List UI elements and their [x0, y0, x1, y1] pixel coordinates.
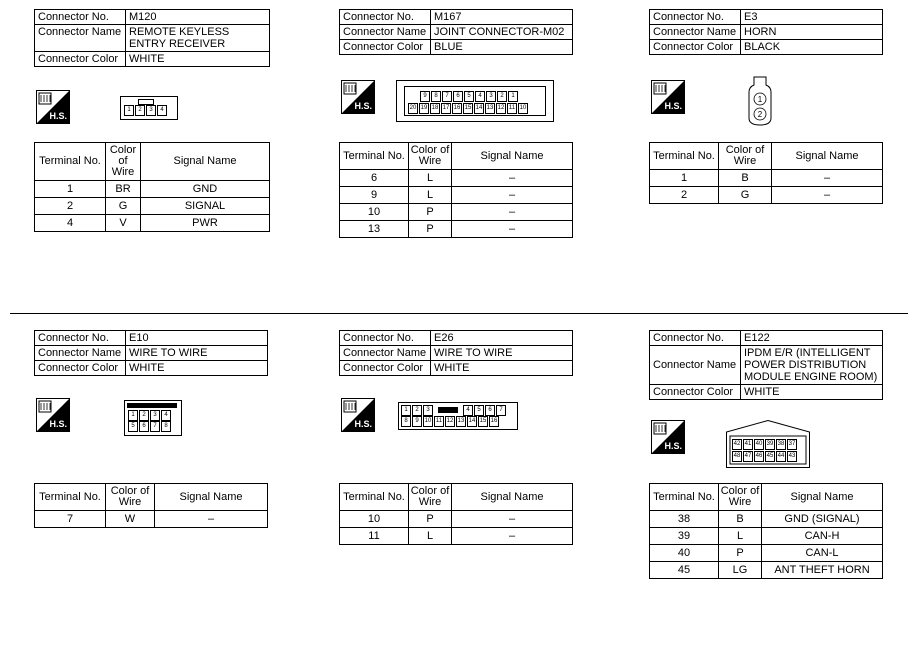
- pin-label: 12: [445, 416, 455, 427]
- pin-label: 2: [497, 91, 507, 102]
- section-divider: [10, 313, 908, 314]
- connector-block-e26: [339, 330, 573, 376]
- terminal-no: 2: [650, 187, 719, 204]
- pin-label: 7: [150, 421, 160, 432]
- label-connector-no: Connector No.: [35, 10, 126, 25]
- connector-color: WHITE: [741, 385, 883, 400]
- pin-label: 4: [463, 405, 473, 416]
- pin-label: 17: [441, 103, 451, 114]
- connector-color: BLUE: [431, 40, 573, 55]
- pin-label: 1: [128, 410, 138, 421]
- pin-label: 41: [743, 439, 753, 450]
- connector-block-m167: [339, 9, 573, 55]
- pin-label: 14: [474, 103, 484, 114]
- terminal-no: 1: [650, 170, 719, 187]
- pin-label: 8: [431, 91, 441, 102]
- pin-label: 2: [135, 105, 145, 116]
- wire-color: BR: [106, 181, 141, 198]
- table-row: [340, 511, 573, 528]
- table-row: [35, 215, 270, 232]
- label-connector-color: Connector Color: [340, 361, 431, 376]
- hs-label: H.S.: [49, 419, 67, 429]
- signal-name: –: [772, 187, 883, 204]
- pin-label: 1: [757, 95, 763, 104]
- table-row: [650, 528, 883, 545]
- pin-label: 42: [732, 439, 742, 450]
- header-color-of-wire: Color of Wire: [719, 143, 772, 170]
- pin-label: 1: [401, 405, 411, 416]
- pin-label: 39: [765, 439, 775, 450]
- wire-color: P: [409, 204, 452, 221]
- pin-label: 7: [496, 405, 506, 416]
- label-connector-name: Connector Name: [35, 346, 126, 361]
- wire-color: L: [409, 528, 452, 545]
- pin-label: 20: [408, 103, 418, 114]
- wire-color: P: [409, 511, 452, 528]
- connector-color: WHITE: [126, 52, 270, 67]
- pin-label: 11: [507, 103, 517, 114]
- pin-label: 5: [128, 421, 138, 432]
- wire-color: L: [409, 170, 452, 187]
- wire-color: G: [106, 198, 141, 215]
- terminal-no: 4: [35, 215, 106, 232]
- connector-info-table: [34, 9, 270, 67]
- hs-harness-side-icon: [36, 398, 70, 432]
- label-connector-no: Connector No.: [35, 331, 126, 346]
- table-row: [340, 528, 573, 545]
- terminal-no: 10: [340, 511, 409, 528]
- label-connector-no: Connector No.: [340, 10, 431, 25]
- signal-name: –: [155, 511, 268, 528]
- hs-harness-side-icon: [341, 398, 375, 432]
- connector-no: E10: [126, 331, 268, 346]
- pin-label: 3: [146, 105, 156, 116]
- header-signal-name: Signal Name: [452, 484, 573, 511]
- table-row: [650, 170, 883, 187]
- terminal-table-m167: [339, 142, 573, 238]
- hs-label: H.S.: [49, 111, 67, 121]
- terminal-no: 1: [35, 181, 106, 198]
- label-connector-color: Connector Color: [650, 40, 741, 55]
- pin-label: 10: [423, 416, 433, 427]
- pin-label: 9: [420, 91, 430, 102]
- pin-label: 4: [161, 410, 171, 421]
- signal-name: CAN-H: [762, 528, 883, 545]
- header-signal-name: Signal Name: [772, 143, 883, 170]
- pin-label: 8: [401, 416, 411, 427]
- pin-label: 37: [787, 439, 797, 450]
- header-terminal-no: Terminal No.: [650, 484, 719, 511]
- pin-label: 15: [478, 416, 488, 427]
- pin-label: 43: [787, 451, 797, 462]
- pin-label: 13: [485, 103, 495, 114]
- terminal-no: 2: [35, 198, 106, 215]
- table-row: [340, 204, 573, 221]
- signal-name: ANT THEFT HORN: [762, 562, 883, 579]
- wire-color: B: [719, 170, 772, 187]
- label-connector-name: Connector Name: [35, 25, 126, 52]
- signal-name: CAN-L: [762, 545, 883, 562]
- label-connector-name: Connector Name: [340, 346, 431, 361]
- pin-label: 7: [442, 91, 452, 102]
- terminal-no: 39: [650, 528, 719, 545]
- terminal-table-e3: [649, 142, 883, 204]
- pin-label: 3: [150, 410, 160, 421]
- header-terminal-no: Terminal No.: [650, 143, 719, 170]
- label-connector-color: Connector Color: [650, 385, 741, 400]
- hs-harness-side-icon: [341, 80, 375, 114]
- wire-color: L: [719, 528, 762, 545]
- table-row: [35, 181, 270, 198]
- connector-color: WHITE: [126, 361, 268, 376]
- table-row: [650, 187, 883, 204]
- header-color-of-wire: Color of Wire: [106, 143, 141, 181]
- label-connector-no: Connector No.: [650, 10, 741, 25]
- signal-name: –: [452, 528, 573, 545]
- connector-name: WIRE TO WIRE: [126, 346, 268, 361]
- connector-no: E122: [741, 331, 883, 346]
- connector-no: E3: [741, 10, 883, 25]
- wire-color: V: [106, 215, 141, 232]
- connector-name: IPDM E/R (INTELLIGENT POWER DISTRIBUTION MODULE ENGINE ROOM): [741, 346, 883, 385]
- pin-label: 48: [732, 451, 742, 462]
- wire-color: LG: [719, 562, 762, 579]
- table-row: [340, 187, 573, 204]
- connector-no: E26: [431, 331, 573, 346]
- pin-label: 45: [765, 451, 775, 462]
- pin-label: 4: [475, 91, 485, 102]
- pin-label: 10: [518, 103, 528, 114]
- pin-label: 4: [157, 105, 167, 116]
- pin-label: 16: [489, 416, 499, 427]
- connector-face-diagram: [748, 76, 772, 131]
- connector-block-e3: [649, 9, 883, 55]
- terminal-no: 45: [650, 562, 719, 579]
- wire-color: P: [409, 221, 452, 238]
- terminal-table-e10: [34, 483, 268, 528]
- header-terminal-no: Terminal No.: [35, 484, 106, 511]
- connector-block-m120: [34, 9, 270, 67]
- pin-label: 9: [412, 416, 422, 427]
- terminal-no: 9: [340, 187, 409, 204]
- pin-label: 14: [467, 416, 477, 427]
- hs-label: H.S.: [354, 101, 372, 111]
- label-connector-color: Connector Color: [35, 52, 126, 67]
- terminal-table-e26: [339, 483, 573, 545]
- signal-name: –: [452, 187, 573, 204]
- connector-name: WIRE TO WIRE: [431, 346, 573, 361]
- pin-label: 1: [508, 91, 518, 102]
- header-color-of-wire: Color of Wire: [409, 143, 452, 170]
- label-connector-name: Connector Name: [340, 25, 431, 40]
- hs-label: H.S.: [664, 441, 682, 451]
- header-signal-name: Signal Name: [155, 484, 268, 511]
- table-row: [35, 511, 268, 528]
- label-connector-name: Connector Name: [650, 25, 741, 40]
- label-connector-color: Connector Color: [35, 361, 126, 376]
- label-connector-color: Connector Color: [340, 40, 431, 55]
- pin-label: 1: [124, 105, 134, 116]
- connector-no: M120: [126, 10, 270, 25]
- pin-label: 46: [754, 451, 764, 462]
- terminal-table-m120: [34, 142, 270, 232]
- connector-no: M167: [431, 10, 573, 25]
- terminal-table-e122: [649, 483, 883, 579]
- header-color-of-wire: Color of Wire: [719, 484, 762, 511]
- hs-harness-side-icon: [651, 80, 685, 114]
- connector-color: BLACK: [741, 40, 883, 55]
- signal-name: –: [452, 511, 573, 528]
- pin-label: 5: [474, 405, 484, 416]
- signal-name: –: [772, 170, 883, 187]
- pin-label: 15: [463, 103, 473, 114]
- hs-harness-side-icon: [36, 90, 70, 124]
- connector-name: JOINT CONNECTOR-M02: [431, 25, 573, 40]
- pin-label: 13: [456, 416, 466, 427]
- pin-label: 12: [496, 103, 506, 114]
- header-terminal-no: Terminal No.: [35, 143, 106, 181]
- label-connector-no: Connector No.: [650, 331, 741, 346]
- pin-label: 3: [486, 91, 496, 102]
- table-row: [650, 511, 883, 528]
- signal-name: GND (SIGNAL): [762, 511, 883, 528]
- connector-block-e10: [34, 330, 268, 376]
- pin-label: 2: [757, 110, 763, 119]
- pin-label: 6: [453, 91, 463, 102]
- pin-label: 6: [139, 421, 149, 432]
- pin-label: 40: [754, 439, 764, 450]
- pin-label: 6: [485, 405, 495, 416]
- terminal-no: 7: [35, 511, 106, 528]
- wire-color: G: [719, 187, 772, 204]
- signal-name: PWR: [141, 215, 270, 232]
- connector-block-e122: [649, 330, 883, 400]
- pin-label: 16: [452, 103, 462, 114]
- signal-name: –: [452, 204, 573, 221]
- pin-label: 38: [776, 439, 786, 450]
- table-row: [35, 198, 270, 215]
- hs-label: H.S.: [664, 101, 682, 111]
- pin-label: 44: [776, 451, 786, 462]
- pin-label: 18: [430, 103, 440, 114]
- table-row: [340, 170, 573, 187]
- table-row: [650, 545, 883, 562]
- signal-name: GND: [141, 181, 270, 198]
- header-terminal-no: Terminal No.: [340, 484, 409, 511]
- label-connector-name: Connector Name: [650, 346, 741, 385]
- signal-name: –: [452, 221, 573, 238]
- pin-label: 19: [419, 103, 429, 114]
- pin-label: 2: [139, 410, 149, 421]
- header-signal-name: Signal Name: [452, 143, 573, 170]
- connector-color: WHITE: [431, 361, 573, 376]
- signal-name: –: [452, 170, 573, 187]
- pin-label: 8: [161, 421, 171, 432]
- terminal-no: 40: [650, 545, 719, 562]
- hs-harness-side-icon: [651, 420, 685, 454]
- table-row: [650, 562, 883, 579]
- pin-label: 11: [434, 416, 444, 427]
- signal-name: SIGNAL: [141, 198, 270, 215]
- wire-color: L: [409, 187, 452, 204]
- label-connector-no: Connector No.: [340, 331, 431, 346]
- wire-color: P: [719, 545, 762, 562]
- wire-color: W: [106, 511, 155, 528]
- table-row: [340, 221, 573, 238]
- header-signal-name: Signal Name: [762, 484, 883, 511]
- wire-color: B: [719, 511, 762, 528]
- terminal-no: 13: [340, 221, 409, 238]
- pin-label: 2: [412, 405, 422, 416]
- pin-label: 5: [464, 91, 474, 102]
- header-color-of-wire: Color of Wire: [409, 484, 452, 511]
- terminal-no: 11: [340, 528, 409, 545]
- pin-label: 3: [423, 405, 433, 416]
- terminal-no: 6: [340, 170, 409, 187]
- header-terminal-no: Terminal No.: [340, 143, 409, 170]
- terminal-no: 38: [650, 511, 719, 528]
- connector-name: HORN: [741, 25, 883, 40]
- pin-label: 47: [743, 451, 753, 462]
- header-color-of-wire: Color of Wire: [106, 484, 155, 511]
- terminal-no: 10: [340, 204, 409, 221]
- connector-name: REMOTE KEYLESS ENTRY RECEIVER: [126, 25, 270, 52]
- hs-label: H.S.: [354, 419, 372, 429]
- header-signal-name: Signal Name: [141, 143, 270, 181]
